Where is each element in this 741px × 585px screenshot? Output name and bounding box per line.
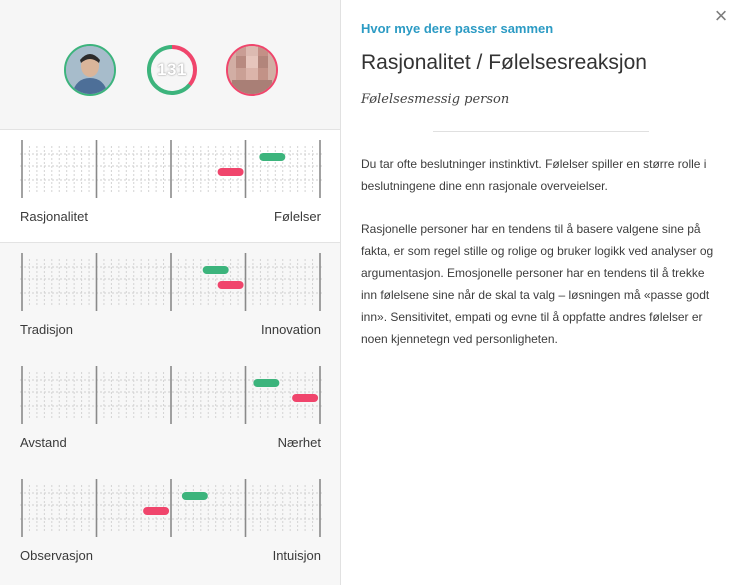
divider — [433, 131, 649, 132]
dimension-section[interactable] — [0, 469, 340, 582]
blurred-photo-icon — [228, 46, 276, 94]
other-marker — [292, 394, 318, 402]
detail-title: Rasjonalitet / Følelsesreaksjon — [361, 51, 647, 74]
other-marker — [218, 168, 244, 176]
dimension-right-label: Nærhet — [277, 435, 321, 450]
dimension-left-label: Tradisjon — [20, 322, 73, 337]
detail-panel — [341, 0, 741, 585]
other-marker — [143, 507, 169, 515]
my-marker — [253, 379, 279, 387]
match-header — [0, 0, 340, 130]
dimension-scale — [20, 140, 322, 198]
dimension-section[interactable] — [0, 243, 340, 356]
detail-paragraph-1: Du tar ofte beslutninger instinktivt. Følelser spiller en større rolle i beslutningene dine enn rasjonale overveielser. — [361, 157, 707, 193]
my-marker — [182, 492, 208, 500]
match-score-value: 131 — [157, 60, 187, 79]
person-photo-icon — [66, 46, 114, 94]
dimension-left-label: Avstand — [20, 435, 67, 450]
dimension-scale — [20, 479, 322, 537]
detail-kicker: Hvor mye dere passer sammen — [361, 21, 554, 36]
detail-subtitle: Følelsesmessig person — [361, 92, 510, 107]
dimension-right-label: Følelser — [274, 209, 321, 224]
my-avatar[interactable] — [64, 44, 116, 96]
close-icon[interactable]: × — [714, 3, 728, 28]
compatibility-panel — [0, 0, 341, 585]
dimension-section[interactable] — [0, 356, 340, 469]
other-marker — [218, 281, 244, 289]
dimension-section[interactable] — [0, 130, 340, 243]
dimension-left-label: Observasjon — [20, 548, 93, 563]
detail-paragraph-2: Rasjonelle personer har en tendens til å basere valgene sine på fakta, er som regel stille og rolige og bruker logikk ved analyser og argumentasjon. Emosjonelle personer har en tendens til å trekke inn følelsene sine når de skal ta valg – løsningen må «passe godt inn». Sensitivitet, empati og evne til å oppfatte andres følelser er noen kjennetegn ved personligheten. — [361, 222, 714, 346]
dimension-scale — [20, 366, 322, 424]
dimension-left-label: Rasjonalitet — [20, 209, 88, 224]
my-marker — [259, 153, 285, 161]
dimension-right-label: Innovation — [261, 322, 321, 337]
my-marker — [203, 266, 229, 274]
dimension-scale — [20, 253, 322, 311]
dimension-right-label: Intuisjon — [272, 548, 321, 563]
other-avatar[interactable] — [226, 44, 278, 96]
